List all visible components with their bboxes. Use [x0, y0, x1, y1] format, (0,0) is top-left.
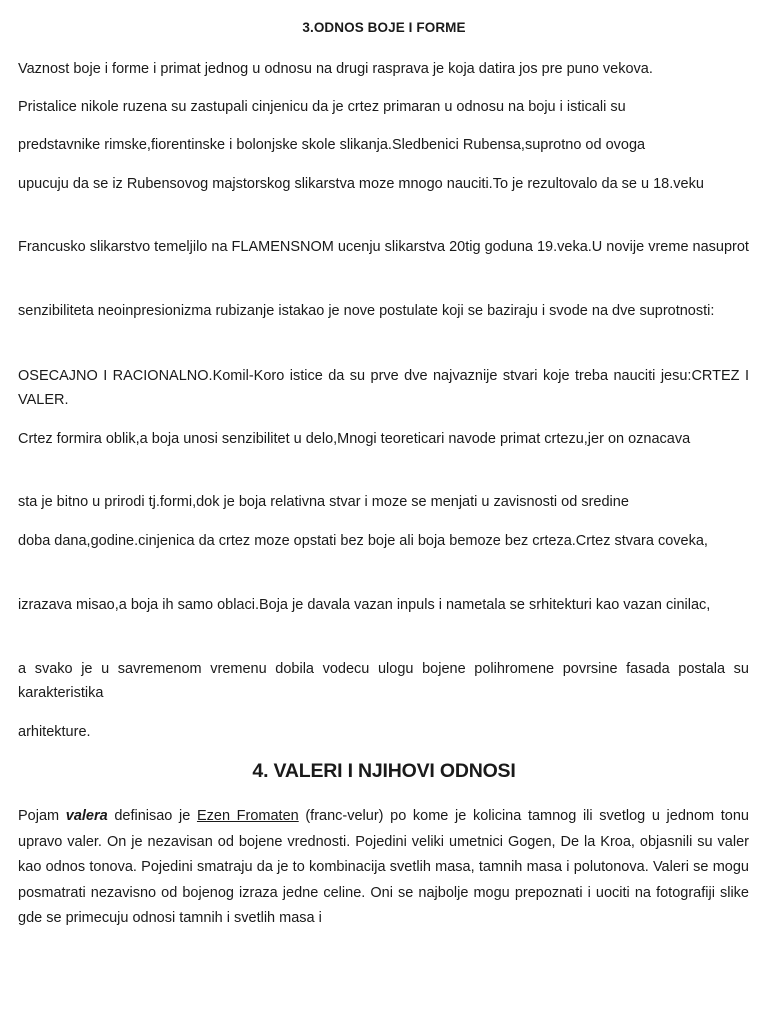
paragraph: Francusko slikarstvo temeljilo na FLAMENSNOM ucenju slikarstva 20tig goduna 19.veka.U novije vreme nasuprot	[18, 239, 749, 255]
paragraph: doba dana,godine.cinjenica da crtez moze opstati bez boje ali boja bemoze bez crteza.Crtez stvara coveka,	[18, 533, 708, 549]
paragraph: a svako je u savremenom vremenu dobila vodecu ulogu bojene polihromene povrsine fasada postala su karakteristika	[18, 661, 749, 701]
paragraph: predstavnike rimske,fiorentinske i bolonjske skole slikanja.Sledbenici Rubensa,suprotno od ovoga	[18, 137, 646, 153]
paragraph: sta je bitno u prirodi tj.formi,dok je boja relativna stvar i moze se menjati u zavisnosti od sredine	[18, 494, 629, 510]
body-text: (franc-velur) po kome je kolicina tamnog ili svetlog u jednom tonu upravo valer. On je nezavisan od bojene vrednosti. Pojedini veliki umetnici Gogen, De la Kroa, objasnili su valer kao odnos tonova. Pojedini smatraju da je to kombinacija svetlih masa, tamnih masa i polutonova. Valeri se mogu posmatrati nezavisno od bojenog izraza jedne celine. Oni se najbolje mogu prepoznati i uociti na fotografiji slike gde se primecuju odnosi tamnih i svetlih masa i	[18, 808, 749, 927]
section-4-body	[18, 804, 749, 932]
paragraph: OSECAJNO I RACIONALNO.Komil-Koro istice da su prve dve najvaznije stvari koje treba nauciti jesu:CRTEZ I VALER.	[18, 368, 749, 408]
paragraph: izrazava misao,a boja ih samo oblaci.Boja je davala vazan inpuls i nametala se srhitekturi kao vazan cinilac,	[18, 597, 711, 613]
paragraph: senzibiliteta neoinpresionizma rubizanje istakao je nove postulate koji se baziraju i svode na dve suprotnosti:	[18, 303, 715, 319]
emphasized-term: valera	[65, 808, 108, 824]
body-text: definisao je	[107, 808, 197, 824]
paragraph: Pristalice nikole ruzena su zastupali cinjenicu da je crtez primaran u odnosu na boju i isticali su	[18, 99, 626, 115]
section-4-heading: 4. VALERI I NJIHOVI ODNOSI	[252, 760, 516, 782]
body-text: Pojam	[18, 808, 66, 824]
section-3-heading: 3.ODNOS BOJE I FORME	[302, 20, 466, 35]
paragraph: Vaznost boje i forme i primat jednog u odnosu na drugi rasprava je koja datira jos pre puno vekova.	[18, 61, 653, 77]
paragraph: arhitekture.	[18, 724, 91, 740]
paragraph: Crtez formira oblik,a boja unosi senzibilitet u delo,Mnogi teoreticari navode primat crtezu,jer on oznacava	[18, 431, 691, 447]
underlined-name: Ezen Fromaten	[196, 808, 299, 824]
paragraph: upucuju da se iz Rubensovog majstorskog slikarstva moze mnogo nauciti.To je rezultovalo da se u 18.veku	[18, 176, 704, 192]
